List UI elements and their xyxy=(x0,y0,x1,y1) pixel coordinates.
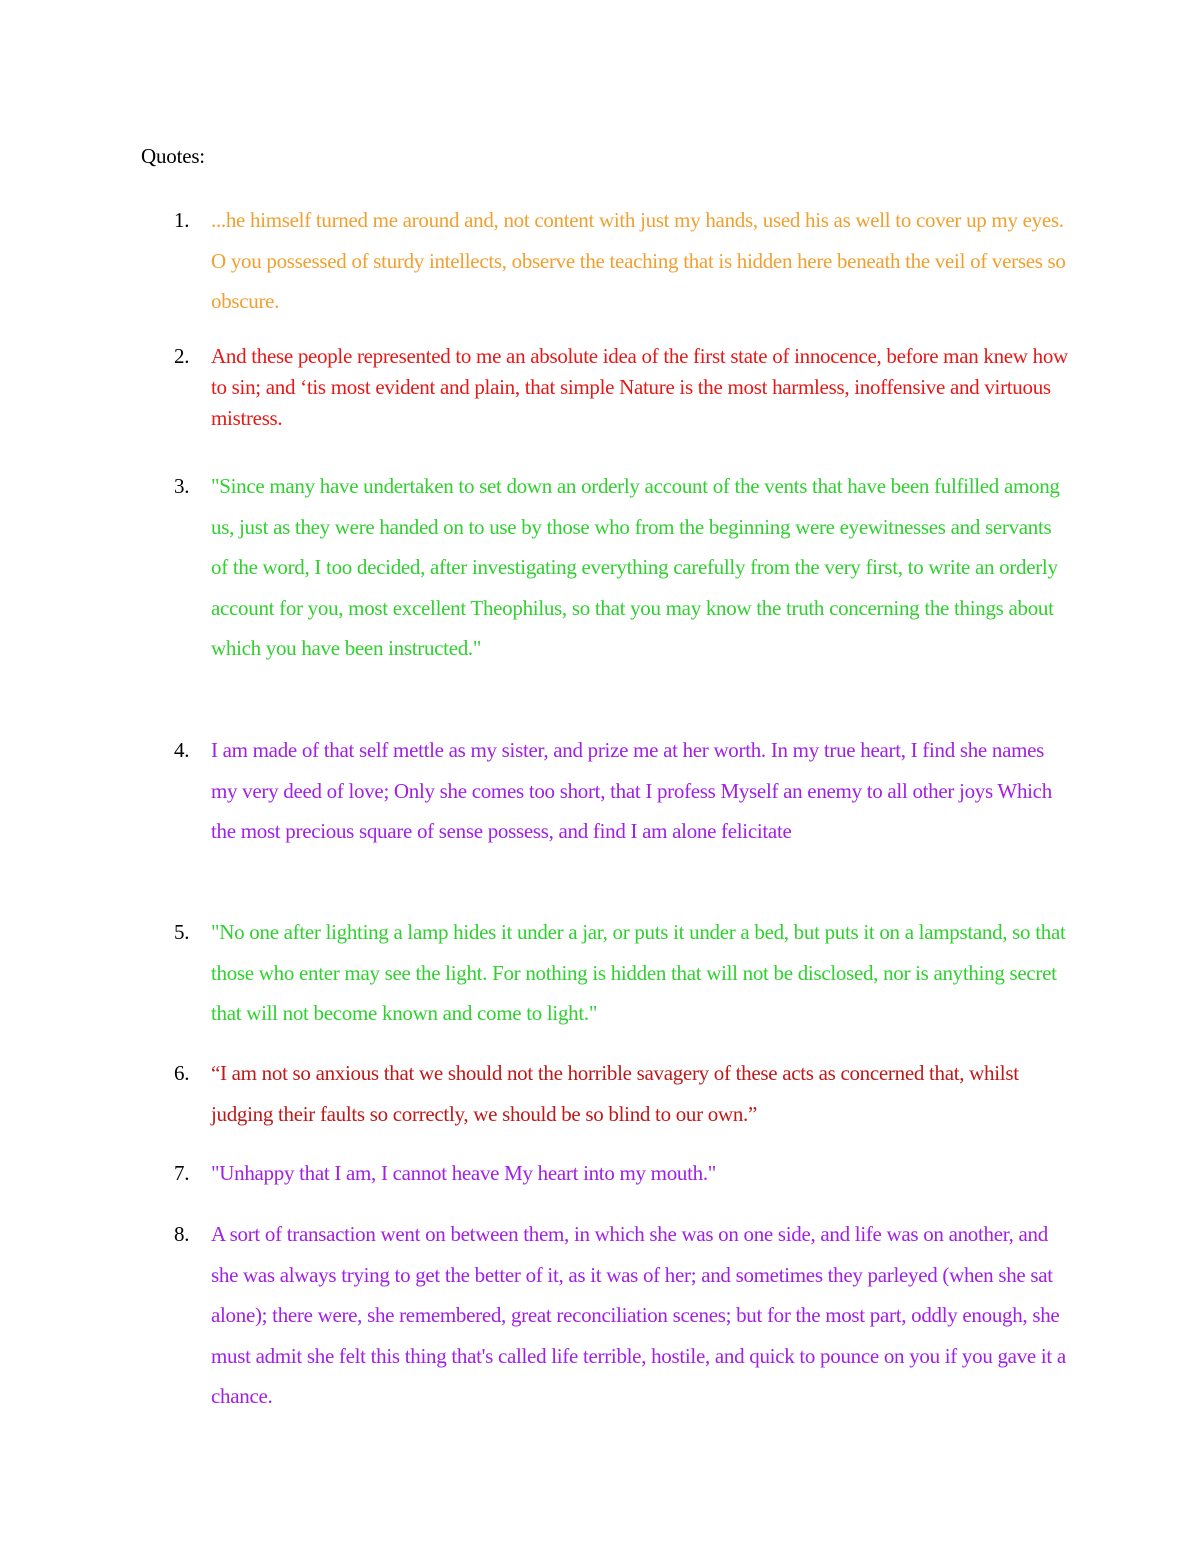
quote-text: “I am not so anxious that we should not the horrible savagery of these acts as concerned that, whilst judging their faults so correctly, we should be so blind to our own.” xyxy=(211,1061,1019,1126)
quote-text: ...he himself turned me around and, not content with just my hands, used his as well to cover up my eyes. O you possessed of sturdy intellects, observe the teaching that is hidden here beneath the veil of verses so obscure. xyxy=(211,208,1066,313)
quote-number: 4. xyxy=(174,738,190,762)
quote-number: 5. xyxy=(174,920,190,944)
quote-text: I am made of that self mettle as my sister, and prize me at her worth. In my true heart, I find she names my very deed of love; Only she comes too short, that I profess Myself an enemy to all other joys Which the most precious square of sense possess, and find I am alone felicitate xyxy=(211,738,1052,843)
quote-text: And these people represented to me an absolute idea of the first state of innocence, before man knew how to sin; and ‘tis most evident and plain, that simple Nature is the most harmless, inoffensive and virtuous mistress. xyxy=(211,344,1068,430)
quote-text: "Since many have undertaken to set down an orderly account of the vents that have been fulfilled among us, just as they were handed on to use by those who from the beginning were eyewitnesses and servants of the word, I too decided, after investigating everything carefully from the very first, to write an orderly account for you, most excellent Theophilus, so that you may know the truth concerning the things about which you have been instructed." xyxy=(211,474,1060,660)
quote-text: "Unhappy that I am, I cannot heave My heart into my mouth." xyxy=(211,1161,717,1185)
quote-number: 7. xyxy=(174,1161,190,1185)
quote-number: 2. xyxy=(174,344,190,368)
quote-text: A sort of transaction went on between them, in which she was on one side, and life was on another, and she was always trying to get the better of it, as it was of her; and sometimes they parleyed (when she sat alone); there were, she remembered, great reconciliation scenes; but for the most part, oddly enough, she must admit she felt this thing that's called life terrible, hostile, and quick to pounce on you if you gave it a chance. xyxy=(211,1222,1066,1408)
page-heading: Quotes: xyxy=(141,144,205,168)
quote-number: 8. xyxy=(174,1222,190,1246)
quote-number: 1. xyxy=(174,208,190,232)
quote-text: "No one after lighting a lamp hides it under a jar, or puts it under a bed, but puts it on a lampstand, so that those who enter may see the light. For nothing is hidden that will not be disclosed, nor is anything secret that will not become known and come to light." xyxy=(211,920,1066,1025)
quote-number: 6. xyxy=(174,1061,190,1085)
quote-number: 3. xyxy=(174,474,190,498)
